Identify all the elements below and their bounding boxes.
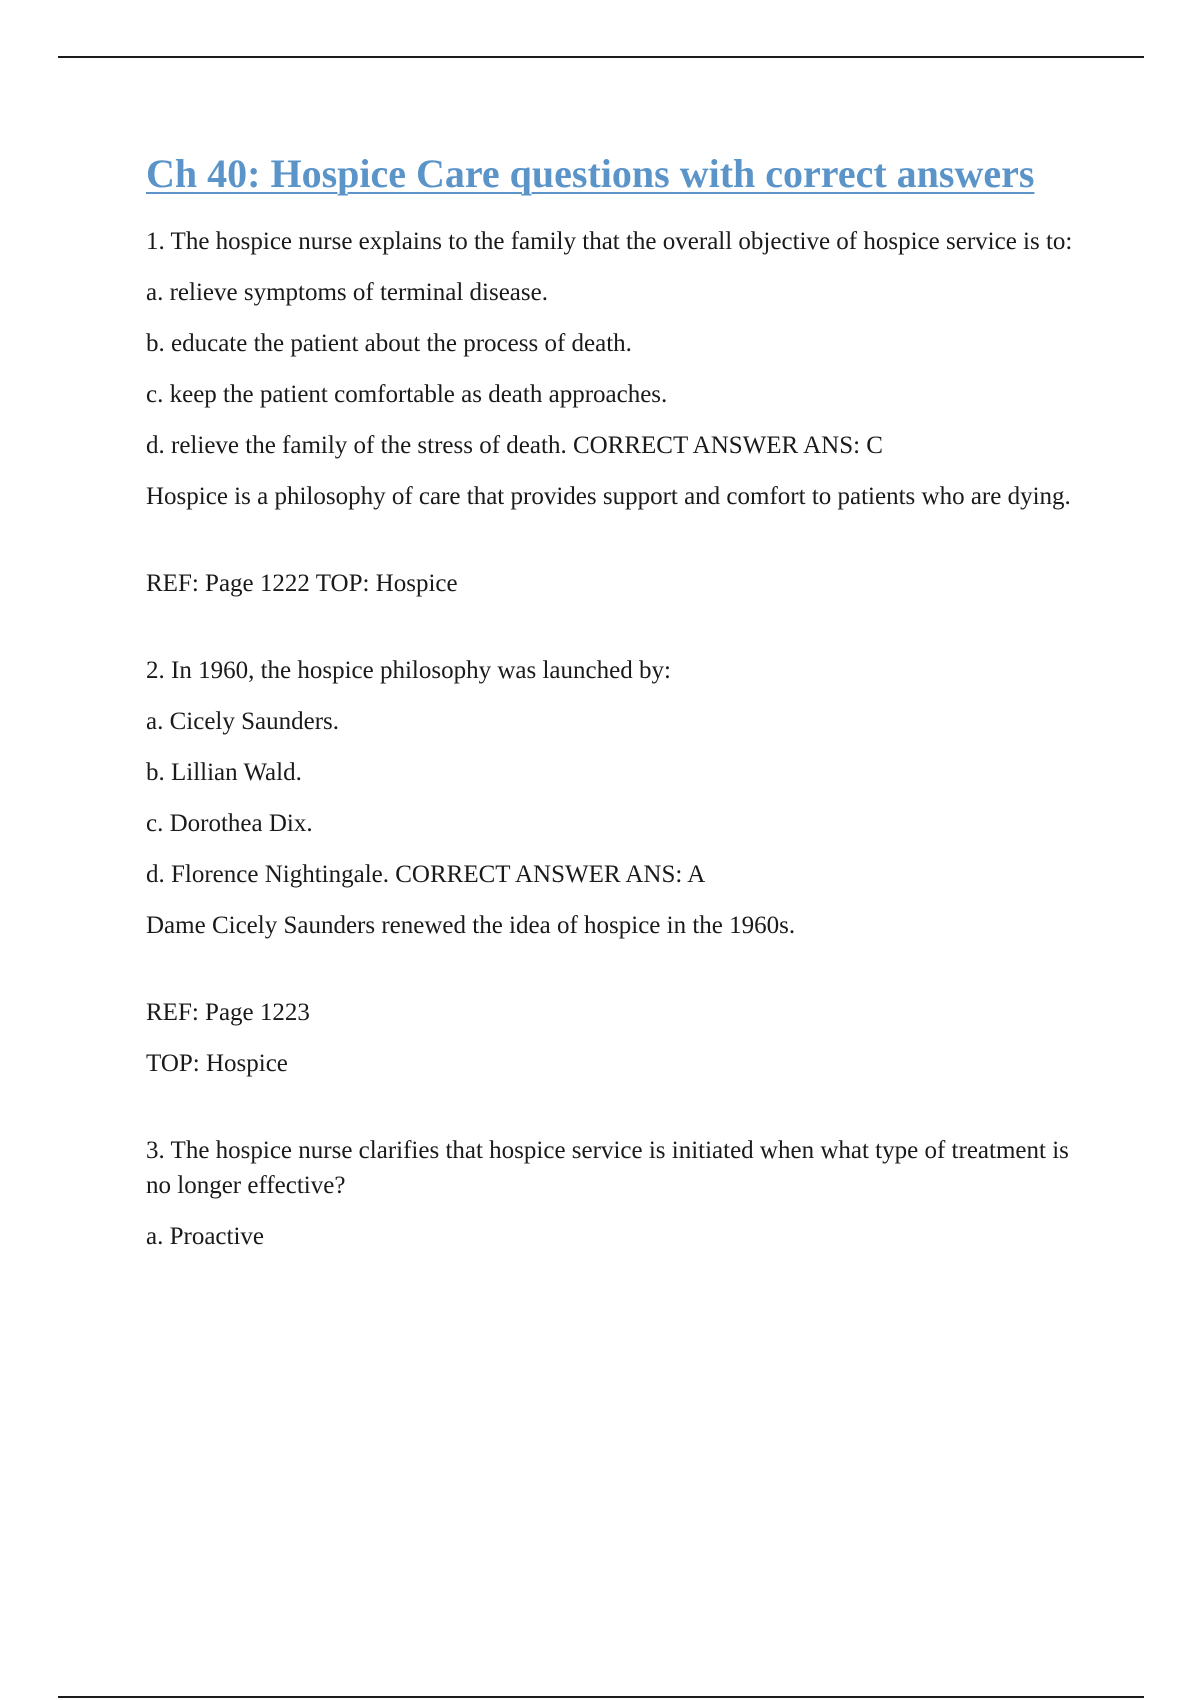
answer-option: a. Proactive [146,1223,265,1250]
answer-option: c. keep the patient comfortable as death approaches. [146,381,668,408]
question-3 [146,1133,1086,1254]
rationale: Hospice is a philosophy of care that provides support and comfort to patients who are dying. [146,483,1071,510]
reference: REF: Page 1223 [146,999,310,1026]
document-body [146,146,1086,1270]
rationale: Dame Cicely Saunders renewed the idea of hospice in the 1960s. [146,912,796,939]
answer-option: a. relieve symptoms of terminal disease. [146,279,548,306]
answer-option: c. Dorothea Dix. [146,810,313,837]
footer-rule [58,1696,1144,1698]
answer-option: b. Lillian Wald. [146,759,302,786]
answer-option: d. Florence Nightingale. CORRECT ANSWER ANS: A [146,861,706,888]
question-2 [146,653,1086,1081]
answer-option: b. educate the patient about the process of death. [146,330,632,357]
answer-option: a. Cicely Saunders. [146,708,340,735]
document-title: Ch 40: Hospice Care questions with correct answers [146,151,1035,196]
header-rule [58,56,1144,58]
question-1 [146,224,1086,601]
question-stem: 3. The hospice nurse clarifies that hospice service is initiated when what type of treatment is no longer effective? [146,1137,1069,1199]
topic: TOP: Hospice [146,1050,288,1077]
reference: REF: Page 1222 TOP: Hospice [146,570,458,597]
question-stem: 1. The hospice nurse explains to the family that the overall objective of hospice service is to: [146,228,1073,255]
answer-option: d. relieve the family of the stress of death. CORRECT ANSWER ANS: C [146,432,883,459]
question-stem: 2. In 1960, the hospice philosophy was launched by: [146,657,671,684]
